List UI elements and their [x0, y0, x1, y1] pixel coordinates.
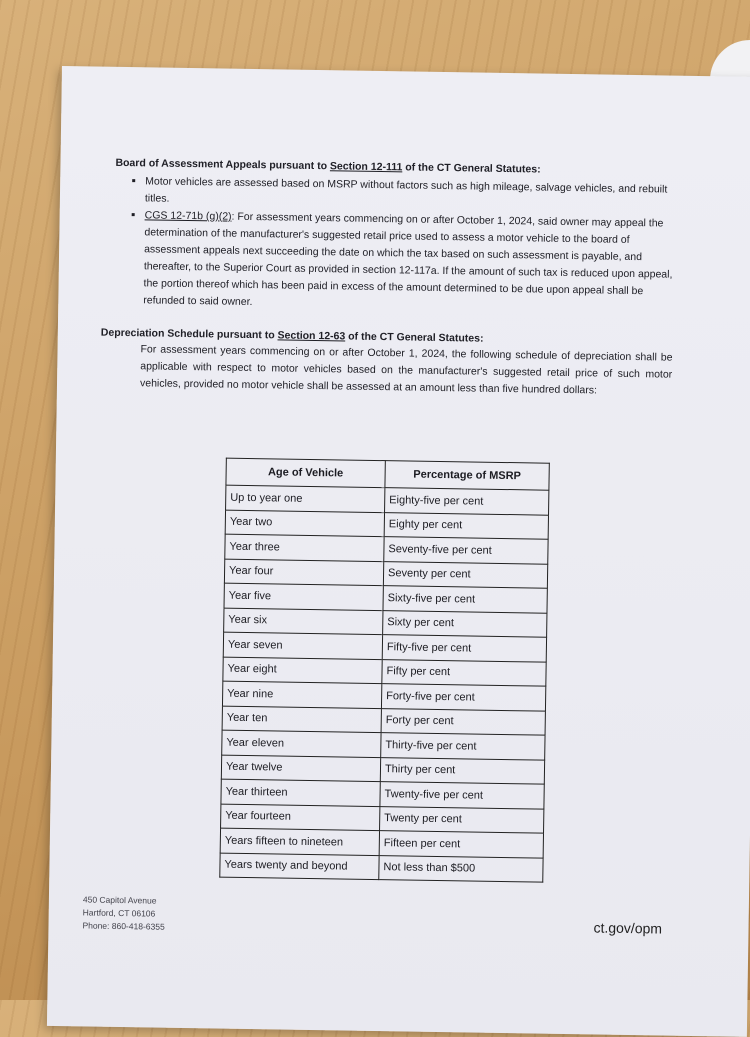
percentage-cell: Forty per cent [381, 708, 545, 735]
percentage-cell: Seventy per cent [383, 561, 547, 588]
percentage-cell: Twenty per cent [380, 806, 544, 833]
footer-address [82, 893, 165, 933]
age-cell: Year eight [223, 657, 382, 684]
document-content [100, 156, 676, 401]
percentage-cell: Thirty per cent [380, 757, 544, 784]
bullet-item-appeal [143, 207, 675, 317]
board-section-link[interactable]: Section 12-111 [329, 160, 403, 174]
header-percentage-of-msrp: Percentage of MSRP [385, 461, 549, 491]
age-cell: Year six [224, 608, 383, 635]
age-cell: Year ten [222, 706, 381, 733]
percentage-cell: Eighty per cent [384, 512, 548, 539]
board-bullet-list [113, 173, 675, 318]
age-cell: Year fourteen [221, 804, 380, 831]
header-age-of-vehicle: Age of Vehicle [226, 458, 385, 487]
percentage-cell: Seventy-five per cent [384, 537, 548, 564]
age-cell: Year eleven [222, 730, 381, 757]
age-cell: Year thirteen [221, 779, 380, 806]
percentage-cell: Sixty-five per cent [383, 586, 547, 613]
percentage-cell: Forty-five per cent [381, 684, 545, 711]
table-row [220, 853, 543, 883]
address-line-street: 450 Capitol Avenue [82, 894, 157, 906]
bullet-text-msrp: Motor vehicles are assessed based on MSRP without factors such as high mileage, salvage vehicles, and rebuilt titles. [144, 175, 668, 205]
age-cell: Year seven [223, 632, 382, 659]
percentage-cell: Twenty-five per cent [380, 782, 544, 809]
age-cell: Year four [224, 559, 383, 586]
percentage-cell: Thirty-five per cent [381, 733, 545, 760]
age-cell: Year three [225, 534, 384, 561]
document-page [47, 66, 750, 1037]
age-cell: Years fifteen to nineteen [220, 828, 379, 855]
board-heading-pre: Board of Assessment Appeals pursuant to [115, 156, 331, 173]
address-line-city: Hartford, CT 06106 [82, 907, 156, 919]
depreciation-body: For assessment years commencing on or after October 1, 2024, the following schedule of depreciation shall be applicable with respect to motor vehicles based on the manufacturer's suggested retail price of such motor vehicles, provided no motor vehicle shall be assessed at an amount less than five hundred dollars: [139, 343, 673, 397]
percentage-cell: Eighty-five per cent [385, 488, 549, 515]
bullet-text-appeal: : For assessment years commencing on or after October 1, 2024, said owner may appeal the determination of the manufacturer's suggested retail price used to assess a motor vehicle to the board of assessment appeals next succeeding the date on which the tax based on such assessment is payable, and thereafter, to the Superior Court as provided in section 12-117a. If the amount of such tax is reduced upon appeal, the portion thereof which has been paid in excess of the amount determined to be due upon appeal shall be refunded to said owner. [143, 210, 673, 309]
percentage-cell: Not less than $500 [379, 855, 543, 882]
age-cell: Year nine [222, 681, 381, 708]
footer-website-link[interactable]: ct.gov/opm [593, 919, 663, 937]
age-cell: Year five [224, 583, 383, 610]
depreciation-heading-post: of the CT General Statutes: [345, 330, 484, 345]
depreciation-section-link[interactable]: Section 12-63 [277, 329, 346, 343]
address-phone: Phone: 860-418-6355 [82, 920, 165, 932]
percentage-cell: Fifteen per cent [379, 831, 543, 858]
percentage-cell: Fifty-five per cent [382, 635, 546, 662]
age-cell: Years twenty and beyond [220, 853, 379, 880]
cgs-citation-link[interactable]: CGS 12-71b (g)(2) [144, 209, 232, 223]
age-cell: Up to year one [226, 485, 385, 512]
depreciation-table [219, 458, 550, 883]
age-cell: Year two [225, 510, 384, 537]
depreciation-heading-pre: Depreciation Schedule pursuant to [100, 326, 278, 342]
percentage-cell: Sixty per cent [383, 610, 547, 637]
age-cell: Year twelve [221, 755, 380, 782]
board-heading-post: of the CT General Statutes: [402, 161, 541, 176]
percentage-cell: Fifty per cent [382, 659, 546, 686]
